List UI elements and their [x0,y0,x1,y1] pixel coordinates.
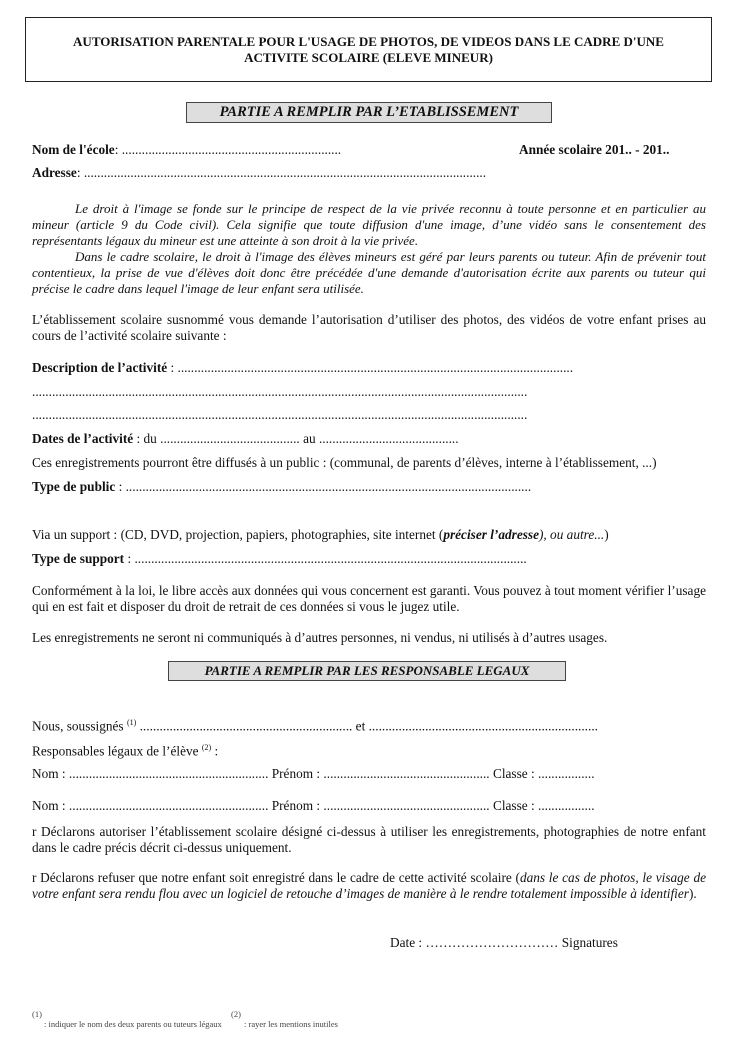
document-title-line2: ACTIVITE SCOLAIRE (ELEVE MINEUR) [244,49,493,65]
footnote-2-mark: (2) [231,1009,241,1019]
address-label: Adresse [32,165,77,180]
address-dots: : ......................................................................................................................... [76,165,487,180]
refuse-option-text-c: ). [688,886,697,901]
usage-paragraph: Les enregistrements ne seront ni communiqués à d’autres personnes, ni vendus, ni utilisés à d’autres usages. [32,630,608,645]
guardians-label: Responsables légaux de l’élève [32,743,199,759]
intro-paragraph-2: Dans le cadre scolaire, le droit à l'image des élèves mineurs est géré par leurs parents ou tuteur. Afin de prévenir tout contentieux, la prise de vue d'élèves doit donc être précédée d'une demande d'autorisation écrite aux parents ou tuteur qui précise le cadre dans lequel l'image de leur enfant sera utilisée. [32,249,706,296]
support-description [32,527,609,543]
date-signature-line[interactable]: Date : ………………………… Signatures [390,935,618,950]
school-name-field[interactable] [32,142,341,158]
refuse-option-text-b: dans le cas de photos, le visage de votre enfant sera rendu flou avec un logiciel de retouche d’images de manière à le rendre totalement impossible à identifier [32,870,706,901]
public-type-field[interactable] [32,479,531,495]
intro-text [32,201,706,297]
signatories-label: Nous, soussignés [32,718,124,734]
section-heading-establishment: PARTIE A REMPLIR PAR L’ETABLISSEMENT [186,102,552,123]
guardian-row-1[interactable]: Nom : ............................................................ Prénom : .................................................. Classe : ................. [32,766,595,781]
public-type-label: Type de public [32,479,116,494]
footnote-1-mark: (1) [32,1009,42,1019]
public-description: Ces enregistrements pourront être diffusés à un public : (communal, de parents d’élèves, interne à l’établissement, ...) [32,455,657,470]
school-name-label: Nom de l'école [32,142,115,157]
activity-description-dots-1: : ....................................................................................................................... [167,360,574,375]
guardians-label-line [32,740,218,759]
school-name-dots: : .................................................................. [114,142,342,157]
activity-dates-dots: : du .......................................... au .......................................... [133,431,459,446]
guardians-colon: : [211,743,219,759]
support-type-field[interactable] [32,551,527,567]
activity-dates-label: Dates de l’activité [32,431,134,446]
section-heading-guardians: PARTIE A REMPLIR PAR LES RESPONSABLE LEGAUX [168,661,566,681]
activity-dates-field[interactable] [32,431,459,447]
support-type-label: Type de support [32,551,125,566]
document-title-line1: AUTORISATION PARENTALE POUR L'USAGE DE PHOTOS, DE VIDEOS DANS LE CADRE D'UNE [73,33,664,49]
activity-description-field[interactable] [32,360,573,376]
authorize-option[interactable]: r Déclarons autoriser l’établissement scolaire désigné ci-dessus à utiliser les enregistrements, photographies de notre enfant dans le cadre précis décrit ci-dessus uniquement. [32,824,706,855]
footnote-ref-2: (2) [201,743,212,752]
support-text-d: ) [604,527,609,542]
document-title-box [25,17,712,82]
intro-paragraph-1: Le droit à l'image se fonde sur le principe de respect de la vie privée reconnu à toute personne et en particulier au mineur (article 9 du Code civil). Cela signifie que toute diffusion d'une image, d’une vidéo sans le consentement des représentants légaux du mineur est une atteinte à son droit à la vie privée. [32,201,706,248]
activity-description-dots-3[interactable]: ..................................................................................................................................................... [32,407,528,422]
law-paragraph: Conformément à la loi, le libre accès aux données qui vous concernent est garanti. Vous pouvez à tout moment vérifier l’usage qui en est fait et disposer du droit de retrait de ces données si vous le jugez utile. [32,583,706,614]
signatories-dots: ................................................................ et ..................................................................... [136,718,598,734]
support-text-b: préciser l’adresse [443,527,539,542]
signatories-field[interactable] [32,715,598,734]
request-paragraph: L’établissement scolaire susnommé vous demande l’autorisation d’utiliser des photos, des vidéos de votre enfant prises au cours de l’activité scolaire suivante : [32,312,706,343]
guardian-row-2[interactable]: Nom : ............................................................ Prénom : .................................................. Classe : ................. [32,798,595,813]
address-field[interactable] [32,165,486,181]
activity-description-label: Description de l’activité [32,360,168,375]
refuse-option[interactable] [32,870,706,902]
footnote-ref-1: (1) [126,718,137,727]
support-text-a: Via un support : (CD, DVD, projection, papiers, photographies, site internet ( [32,527,444,542]
public-type-dots: : .......................................................................................................................... [115,479,532,494]
footnote-2-text: : rayer les mentions inutiles [244,1019,338,1029]
activity-description-dots-2[interactable]: ..................................................................................................................................................... [32,384,528,399]
support-text-c: ), ou autre... [538,527,605,542]
refuse-option-text-a: r Déclarons refuser que notre enfant soit enregistré dans le cadre de cette activité scolaire ( [32,870,520,885]
school-year-field[interactable]: Année scolaire 201.. - 201.. [519,142,670,157]
support-type-dots: : ...................................................................................................................... [124,551,527,566]
footnote-1-text: : indiquer le nom des deux parents ou tuteurs légaux [44,1019,222,1029]
